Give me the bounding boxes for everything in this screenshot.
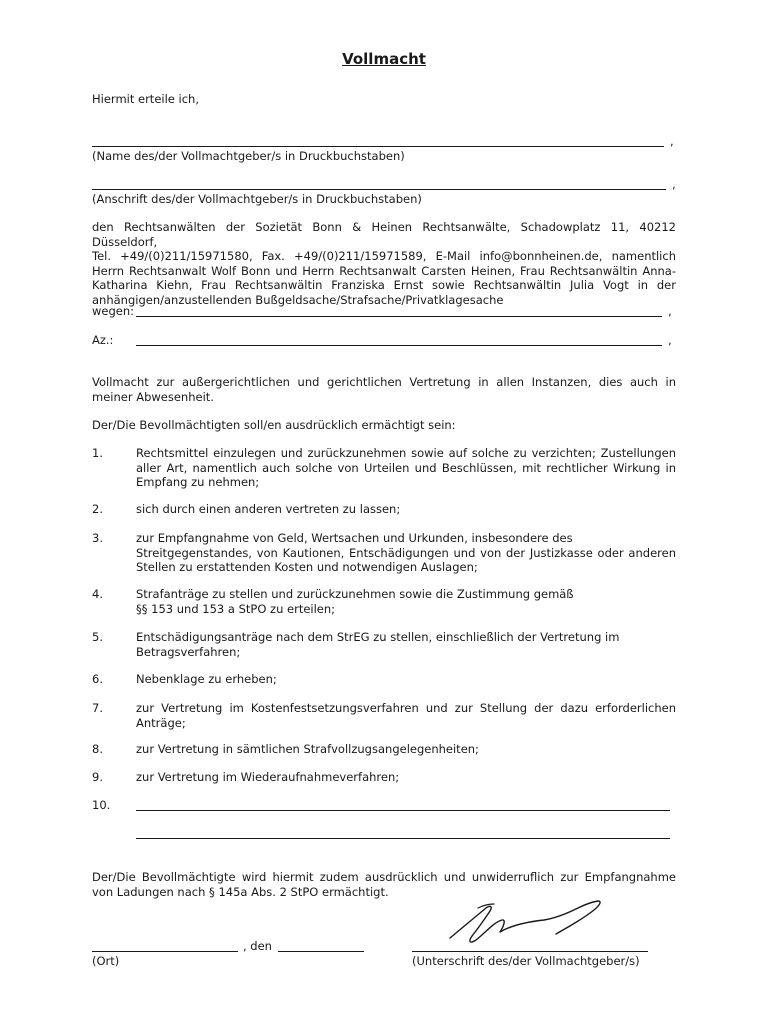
den-label: , den [243, 939, 272, 953]
name-caption: (Name des/der Vollmachtgeber/s in Druckbuchstaben) [92, 149, 405, 163]
firm-line: Katharina Kiehn, Frau Rechtsanwältin Franziska Ernst sowie Rechtsanwältin Julia Vogt in der [92, 278, 676, 293]
ort-caption: (Ort) [92, 954, 120, 968]
address-comma: , [672, 177, 676, 191]
item-line: Stellen zu erstattenden Kosten und notwendigen Auslagen; [136, 560, 478, 575]
closing-paragraph [92, 870, 676, 899]
item-line: aller Art, namentlich auch solche von Urteilen und Beschlüssen, mit rechtlicher Wirkung in [136, 460, 676, 475]
ort-line[interactable] [92, 951, 238, 952]
intro-text: Hiermit erteile ich, [92, 92, 199, 106]
item-line: sich durch einen anderen vertreten zu lassen; [136, 502, 401, 516]
item-number: 9. [92, 770, 103, 784]
wegen-comma: , [668, 304, 672, 318]
vollmacht-line: meiner Abwesenheit. [92, 389, 214, 404]
item-line: Entschädigungsanträge nach dem StrEG zu stellen, einschließlich der Vertretung im [136, 630, 620, 644]
item-number: 4. [92, 587, 103, 601]
item-text [136, 672, 676, 687]
item-text [136, 630, 676, 659]
item-line: Betragsverfahren; [136, 644, 241, 659]
address-caption: (Anschrift des/der Vollmachtgeber/s in Druckbuchstaben) [92, 192, 422, 206]
vollmacht-paragraph [92, 375, 676, 404]
item-text [136, 502, 676, 517]
item-line: Streitgegenstandes, von Kautionen, Entschädigungen und von der Justizkasse oder anderen [136, 545, 676, 560]
item-number: 3. [92, 531, 103, 545]
item-line: zur Empfangnahme von Geld, Wertsachen und Urkunden, insbesondere des [136, 531, 573, 545]
name-line[interactable] [92, 146, 664, 147]
az-comma: , [668, 333, 672, 347]
item-line: Anträge; [136, 715, 186, 730]
item-text [136, 531, 676, 575]
address-line[interactable] [92, 189, 666, 190]
item-number: 5. [92, 630, 103, 644]
item-line: Empfang zu nehmen; [136, 475, 260, 490]
item-text [136, 742, 676, 757]
item-number: 6. [92, 672, 103, 686]
vollmacht-line: Vollmacht zur außergerichtlichen und gerichtlichen Vertretung in allen Instanzen, dies auch in [92, 375, 676, 389]
firm-line: Tel. +49/(0)211/15971580, Fax. +49/(0)211/15971589, E-Mail info@bonnheinen.de, namentlich [92, 249, 676, 264]
firm-line: Herrn Rechtsanwalt Wolf Bonn und Herrn Rechtsanwalt Carsten Heinen, Frau Rechtsanwältin Anna- [92, 263, 676, 278]
authorized-intro: Der/Die Bevollmächtigten soll/en ausdrücklich ermächtigt sein: [92, 418, 456, 432]
item-line: zur Vertretung im Wiederaufnahmeverfahren; [136, 770, 400, 784]
item-number: 10. [92, 798, 111, 812]
firm-paragraph [92, 220, 676, 308]
closing-line: Der/Die Bevollmächtigte wird hiermit zudem ausdrücklich und unwiderruflich zur Empfangnahme [92, 870, 676, 884]
item-text [136, 587, 676, 616]
handwritten-signature-icon [440, 896, 620, 956]
item10-line-2[interactable] [136, 838, 670, 839]
firm-line: den Rechtsanwälten der Sozietät Bonn & Heinen Rechtsanwälte, Schadowplatz 11, 40212 Düsseldorf, [92, 220, 676, 249]
item-number: 2. [92, 502, 103, 516]
item-line: Nebenklage zu erheben; [136, 672, 277, 686]
firm-line: anhängigen/anzustellenden Bußgeldsache/Strafsache/Privatklagesache [92, 292, 504, 307]
item-number: 7. [92, 701, 103, 715]
item-text [136, 770, 676, 785]
closing-line: von Ladungen nach § 145a Abs. 2 StPO ermächtigt. [92, 884, 389, 899]
item-line: zur Vertretung im Kostenfestsetzungsverfahren und zur Stellung der dazu erforderlichen [136, 701, 676, 715]
item-text [136, 446, 676, 490]
az-line[interactable] [136, 345, 662, 346]
wegen-line[interactable] [136, 316, 662, 317]
az-label: Az.: [92, 333, 114, 347]
item-line: zur Vertretung in sämtlichen Strafvollzugsangelegenheiten; [136, 742, 479, 756]
item-number: 1. [92, 446, 103, 460]
name-comma: , [670, 134, 674, 148]
item10-line-1[interactable] [136, 810, 670, 811]
item-number: 8. [92, 742, 103, 756]
signature-caption: (Unterschrift des/der Vollmachtgeber/s) [412, 954, 640, 968]
item-line: §§ 153 und 153 a StPO zu erteilen; [136, 601, 336, 616]
item-line: Rechtsmittel einzulegen und zurückzunehmen sowie auf solche zu verzichten; Zustellungen [136, 446, 676, 460]
item-text [136, 701, 676, 730]
date-line[interactable] [278, 951, 364, 952]
wegen-label: wegen: [92, 304, 135, 318]
document-title: Vollmacht [342, 50, 426, 68]
item-line: Strafanträge zu stellen und zurückzunehmen sowie die Zustimmung gemäß [136, 587, 574, 601]
